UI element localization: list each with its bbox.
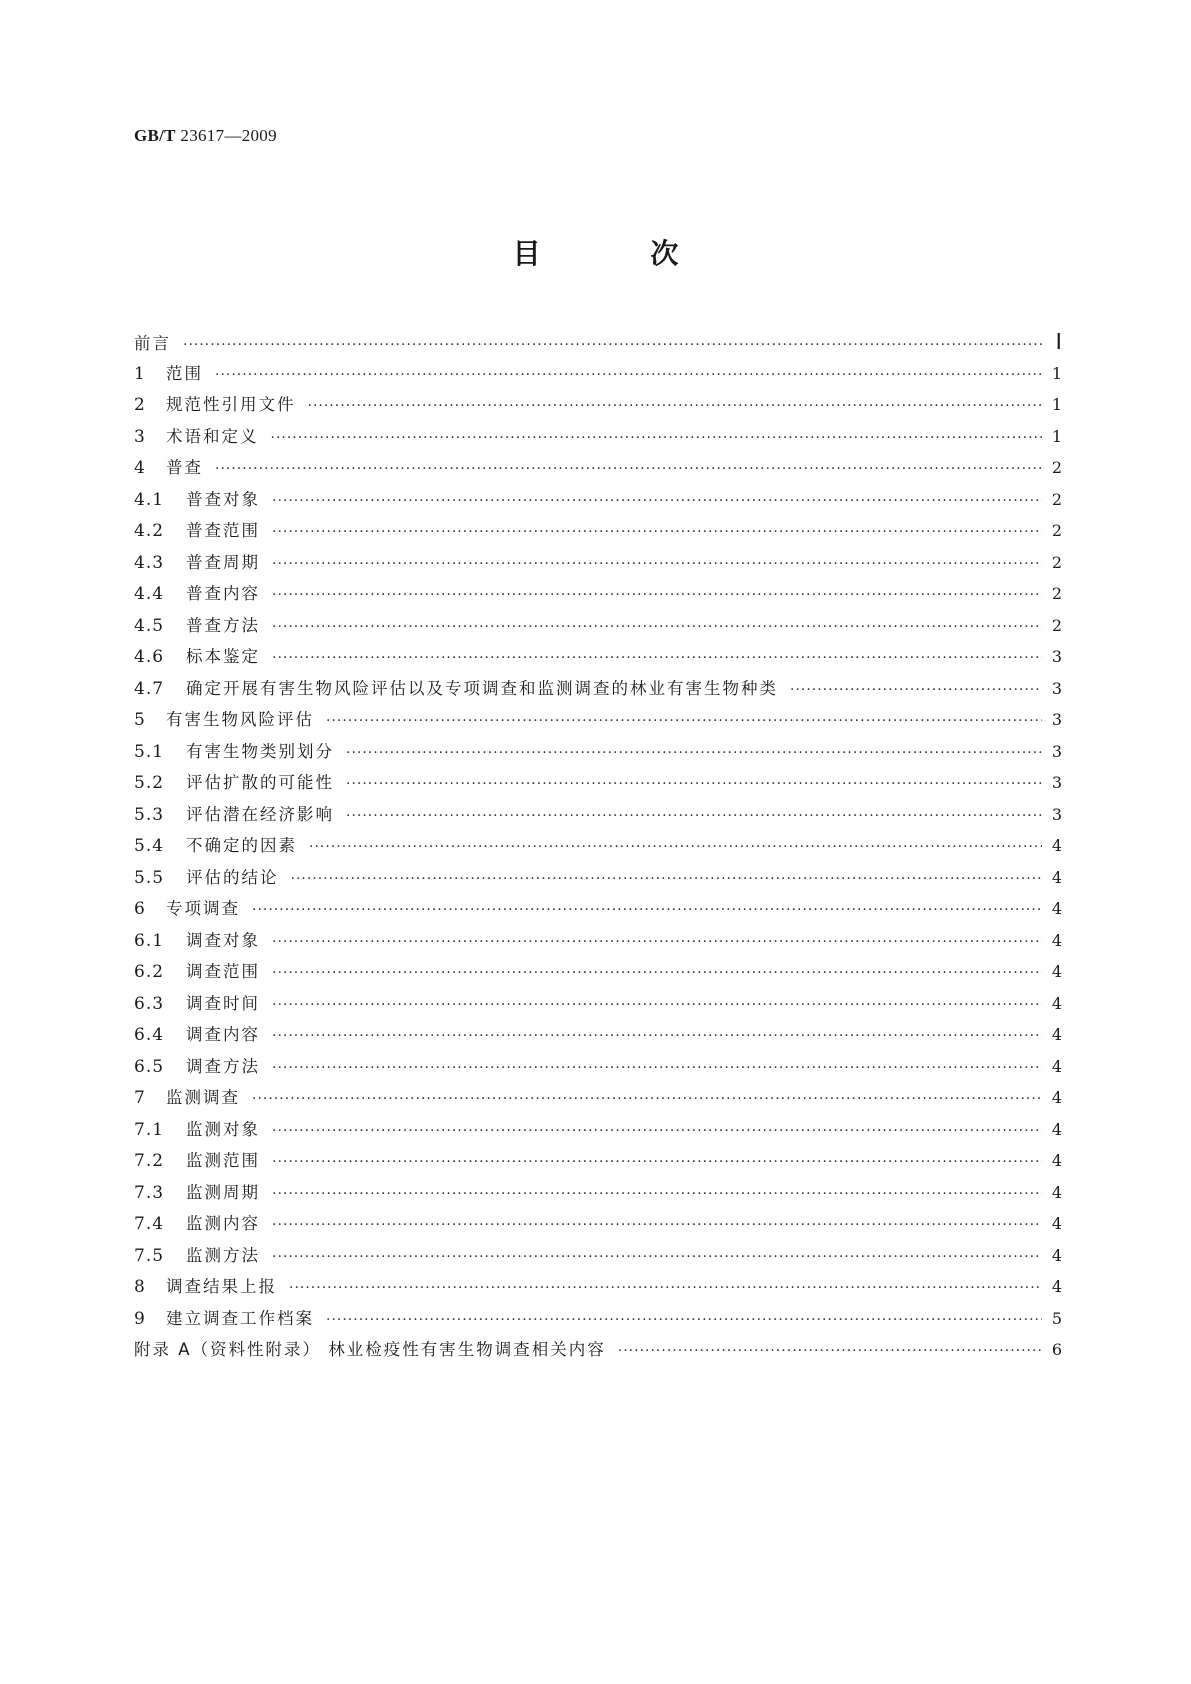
toc-entry-page: 3 bbox=[1051, 647, 1062, 666]
toc-leader-dots bbox=[272, 958, 1042, 990]
toc-leader-dots bbox=[326, 1305, 1042, 1337]
toc-leader-dots bbox=[272, 580, 1042, 612]
toc-entry-number: 6 bbox=[134, 899, 146, 919]
toc-entry-label: 调查时间 bbox=[186, 993, 260, 1013]
toc-entry[interactable] bbox=[134, 358, 1062, 390]
toc-entry-number: 6.2 bbox=[134, 962, 165, 982]
toc-entry-page: 3 bbox=[1051, 678, 1062, 698]
toc-entry-label: 普查对象 bbox=[186, 489, 260, 509]
toc-entry-label: 专项调查 bbox=[166, 899, 240, 918]
toc-entry[interactable] bbox=[134, 452, 1062, 484]
toc-entry-number: 8 bbox=[134, 1277, 146, 1297]
toc-entry-number: 7.2 bbox=[134, 1151, 165, 1171]
toc-leader-dots bbox=[252, 1084, 1042, 1116]
toc-entry-page: 3 bbox=[1051, 773, 1062, 792]
toc-entry-page: 3 bbox=[1051, 741, 1062, 761]
toc-entry-label: 监测内容 bbox=[186, 1214, 260, 1233]
toc-entry[interactable] bbox=[134, 673, 1062, 705]
toc-leader-dots bbox=[309, 832, 1042, 864]
toc-entry[interactable] bbox=[134, 610, 1062, 642]
toc-entry[interactable] bbox=[134, 767, 1062, 799]
toc-entry[interactable] bbox=[134, 1051, 1062, 1083]
toc-entry-label: 调查对象 bbox=[186, 930, 260, 950]
toc-entry-number: 5.5 bbox=[134, 867, 165, 888]
toc-leader-dots bbox=[272, 990, 1042, 1022]
toc-entry-page: 6 bbox=[1051, 1340, 1062, 1359]
toc-entry-page: 1 bbox=[1051, 363, 1062, 383]
toc-entry-number: 4 bbox=[134, 458, 146, 478]
toc-entry-number: 7 bbox=[134, 1088, 146, 1108]
toc-entry-number: 6.1 bbox=[134, 930, 165, 951]
toc-leader-dots bbox=[215, 454, 1042, 486]
toc-entry-label: 调查方法 bbox=[186, 1056, 260, 1076]
toc-entry-page: 4 bbox=[1051, 1119, 1062, 1139]
toc-leader-dots bbox=[252, 895, 1042, 927]
toc-entry[interactable] bbox=[134, 389, 1062, 421]
toc-leader-dots bbox=[308, 391, 1042, 423]
toc-entry-page: 2 bbox=[1051, 458, 1062, 477]
standard-prefix: GB/T bbox=[134, 126, 176, 145]
toc-entry-label: 评估扩散的可能性 bbox=[186, 773, 334, 792]
toc-entry-number: 4.6 bbox=[134, 647, 165, 667]
toc-leader-dots bbox=[346, 801, 1042, 833]
toc-leader-dots bbox=[272, 1053, 1042, 1085]
toc-leader-dots bbox=[272, 549, 1042, 581]
toc-entry-page: 1 bbox=[1051, 426, 1062, 446]
toc-entry-page: 4 bbox=[1051, 993, 1062, 1013]
toc-entry-label: 监测方法 bbox=[186, 1245, 260, 1265]
toc-entry-page: 4 bbox=[1051, 867, 1062, 887]
toc-entry-number: 5.4 bbox=[134, 836, 165, 856]
toc-entry-number: 5 bbox=[134, 710, 146, 730]
toc-entry[interactable] bbox=[134, 956, 1062, 988]
toc-entry-number: 6.3 bbox=[134, 993, 165, 1014]
toc-leader-dots bbox=[289, 1273, 1042, 1305]
toc-entry-number: 7.5 bbox=[134, 1245, 165, 1266]
toc-entry[interactable] bbox=[134, 736, 1062, 768]
toc-entry[interactable] bbox=[134, 1208, 1062, 1240]
toc-entry-number: 4.1 bbox=[134, 489, 165, 510]
toc-leader-dots bbox=[272, 612, 1042, 644]
toc-entry-page: 3 bbox=[1051, 710, 1062, 729]
toc-entry[interactable] bbox=[134, 1240, 1062, 1272]
toc-entry-label: 规范性引用文件 bbox=[166, 395, 296, 414]
toc-entry-page: 4 bbox=[1051, 930, 1062, 950]
standard-code bbox=[134, 126, 277, 146]
toc-entry-page: 4 bbox=[1051, 1151, 1062, 1170]
toc-entry-page: 4 bbox=[1051, 836, 1062, 855]
toc-entry-label: 普查内容 bbox=[186, 584, 260, 603]
toc-leader-dots bbox=[272, 517, 1042, 549]
toc-entry-label: 监测对象 bbox=[186, 1119, 260, 1139]
toc-entry-label: 调查范围 bbox=[186, 962, 260, 981]
toc-entry-label: 确定开展有害生物风险评估以及专项调查和监测调查的林业有害生物种类 bbox=[186, 678, 778, 698]
toc-entry-page: Ⅰ bbox=[1055, 329, 1062, 354]
toc-entry-label: 前言 bbox=[134, 334, 171, 353]
toc-entry-number: 3 bbox=[134, 426, 146, 447]
toc-entry[interactable] bbox=[134, 862, 1062, 894]
toc-leader-dots bbox=[272, 643, 1042, 675]
table-of-contents bbox=[134, 326, 1062, 1366]
toc-entry-label: 普查范围 bbox=[186, 521, 260, 540]
toc-entry-label: 建立调查工作档案 bbox=[166, 1308, 314, 1328]
toc-entry[interactable] bbox=[134, 1019, 1062, 1051]
toc-entry-page: 3 bbox=[1051, 804, 1062, 824]
toc-entry-page: 2 bbox=[1051, 615, 1062, 635]
toc-entry-page: 5 bbox=[1051, 1308, 1062, 1328]
toc-entry[interactable] bbox=[134, 421, 1062, 453]
toc-entry-page: 4 bbox=[1051, 1214, 1062, 1233]
toc-entry[interactable] bbox=[134, 893, 1062, 925]
toc-entry-number: 1 bbox=[134, 363, 146, 384]
toc-entry-page: 4 bbox=[1051, 1277, 1062, 1296]
toc-entry[interactable] bbox=[134, 641, 1062, 673]
toc-leader-dots bbox=[215, 360, 1042, 392]
toc-entry-number: 6.5 bbox=[134, 1056, 165, 1077]
toc-entry[interactable] bbox=[134, 1177, 1062, 1209]
toc-entry[interactable] bbox=[134, 925, 1062, 957]
toc-entry[interactable] bbox=[134, 1334, 1062, 1366]
toc-entry-label: 普查方法 bbox=[186, 615, 260, 635]
toc-entry-label: 监测周期 bbox=[186, 1182, 260, 1202]
toc-entry-label: 普查周期 bbox=[186, 552, 260, 572]
toc-entry[interactable] bbox=[134, 704, 1062, 736]
toc-leader-dots bbox=[326, 706, 1042, 738]
toc-entry-page: 4 bbox=[1051, 1182, 1062, 1202]
toc-entry-page: 4 bbox=[1051, 1245, 1062, 1265]
toc-entry-label: 监测范围 bbox=[186, 1151, 260, 1170]
toc-entry-label: 有害生物类别划分 bbox=[186, 741, 334, 761]
toc-entry-page: 2 bbox=[1051, 489, 1062, 509]
toc-entry[interactable] bbox=[134, 988, 1062, 1020]
toc-entry[interactable] bbox=[134, 484, 1062, 516]
toc-entry-number: 4.3 bbox=[134, 552, 165, 573]
toc-entry-label: 调查结果上报 bbox=[166, 1277, 277, 1296]
toc-entry-page: 2 bbox=[1051, 521, 1062, 540]
toc-entry-label: 普查 bbox=[166, 458, 203, 477]
toc-leader-dots bbox=[346, 769, 1042, 801]
toc-entry-page: 2 bbox=[1051, 584, 1062, 603]
toc-leader-dots bbox=[272, 1021, 1042, 1053]
toc-entry-number: 7.4 bbox=[134, 1214, 165, 1234]
toc-entry[interactable] bbox=[134, 1145, 1062, 1177]
toc-leader-dots bbox=[618, 1336, 1042, 1368]
toc-entry-number: 7.3 bbox=[134, 1182, 165, 1203]
toc-leader-dots bbox=[272, 1179, 1042, 1211]
toc-leader-dots bbox=[272, 486, 1042, 518]
toc-entry-label: 术语和定义 bbox=[166, 426, 259, 446]
toc-entry-number: 4.7 bbox=[134, 678, 165, 699]
toc-entry-number: 2 bbox=[134, 395, 146, 415]
toc-entry-number: 5.2 bbox=[134, 773, 165, 793]
toc-entry-label: 不确定的因素 bbox=[186, 836, 297, 855]
toc-entry-label: 有害生物风险评估 bbox=[166, 710, 314, 729]
toc-entry[interactable] bbox=[134, 326, 1062, 358]
toc-entry[interactable] bbox=[134, 578, 1062, 610]
toc-leader-dots bbox=[291, 864, 1042, 896]
toc-entry-label: 监测调查 bbox=[166, 1088, 240, 1107]
toc-leader-dots bbox=[272, 1242, 1042, 1274]
toc-entry-number: 4.4 bbox=[134, 584, 165, 604]
toc-leader-dots bbox=[272, 1116, 1042, 1148]
toc-entry-label: 评估的结论 bbox=[186, 867, 279, 887]
toc-leader-dots bbox=[183, 330, 1042, 362]
toc-leader-dots bbox=[271, 423, 1042, 455]
toc-entry-number: 5.3 bbox=[134, 804, 165, 825]
toc-entry-number: 9 bbox=[134, 1308, 146, 1329]
toc-entry-label: 标本鉴定 bbox=[186, 647, 260, 666]
toc-entry-page: 1 bbox=[1051, 395, 1062, 414]
toc-entry[interactable] bbox=[134, 1114, 1062, 1146]
toc-entry[interactable] bbox=[134, 1082, 1062, 1114]
toc-leader-dots bbox=[346, 738, 1042, 770]
toc-entry[interactable] bbox=[134, 799, 1062, 831]
toc-entry[interactable] bbox=[134, 830, 1062, 862]
toc-entry-page: 2 bbox=[1051, 552, 1062, 572]
toc-leader-dots bbox=[272, 1210, 1042, 1242]
toc-leader-dots bbox=[790, 675, 1042, 707]
page-title: 目 次 bbox=[512, 237, 729, 270]
toc-entry-label: 范围 bbox=[166, 363, 203, 383]
toc-entry-number: 6.4 bbox=[134, 1025, 165, 1045]
toc-entry-page: 4 bbox=[1051, 899, 1062, 918]
toc-entry-label: 附录 A（资料性附录） 林业检疫性有害生物调查相关内容 bbox=[134, 1340, 606, 1359]
standard-number: 23617—2009 bbox=[180, 126, 277, 145]
toc-entry-number: 4.5 bbox=[134, 615, 165, 636]
toc-leader-dots bbox=[272, 927, 1042, 959]
toc-entry[interactable] bbox=[134, 1303, 1062, 1335]
toc-entry-page: 4 bbox=[1051, 1056, 1062, 1076]
toc-entry-number: 4.2 bbox=[134, 521, 165, 541]
toc-entry-number: 7.1 bbox=[134, 1119, 165, 1140]
toc-entry-label: 调查内容 bbox=[186, 1025, 260, 1044]
toc-entry-number: 5.1 bbox=[134, 741, 165, 762]
toc-leader-dots bbox=[272, 1147, 1042, 1179]
toc-entry[interactable] bbox=[134, 1271, 1062, 1303]
toc-entry[interactable] bbox=[134, 547, 1062, 579]
toc-entry-page: 4 bbox=[1051, 962, 1062, 981]
toc-entry-page: 4 bbox=[1051, 1025, 1062, 1044]
toc-entry[interactable] bbox=[134, 515, 1062, 547]
toc-entry-page: 4 bbox=[1051, 1088, 1062, 1107]
toc-entry-label: 评估潜在经济影响 bbox=[186, 804, 334, 824]
